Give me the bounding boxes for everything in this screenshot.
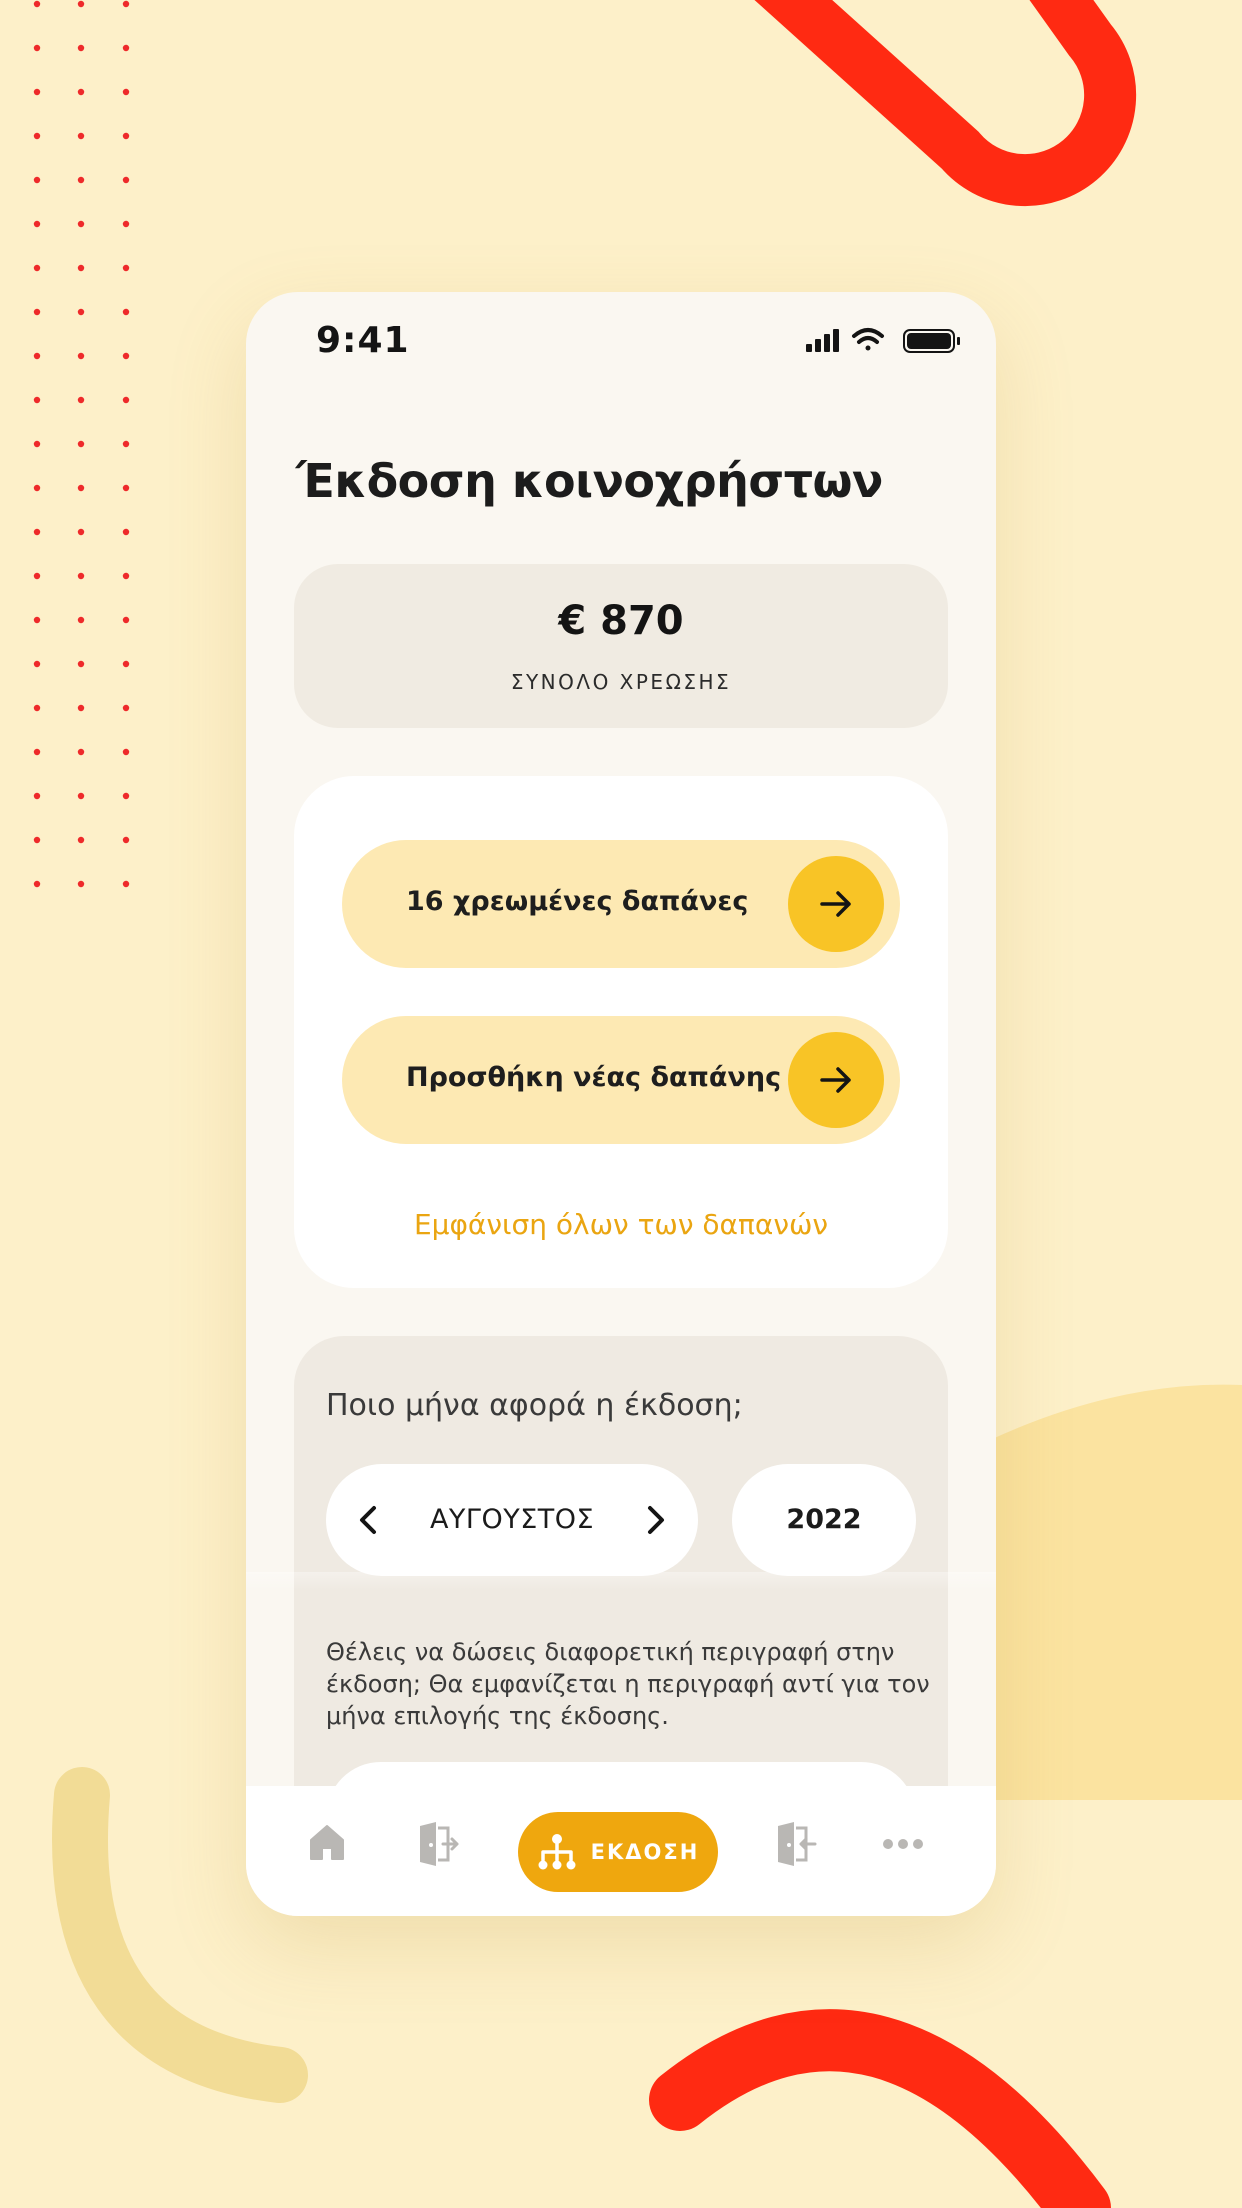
charged-expenses-label: 16 χρεωμένες δαπάνες (406, 886, 749, 917)
add-expense-label: Προσθήκη νέας δαπάνης (406, 1062, 782, 1093)
home-icon[interactable] (308, 1822, 346, 1862)
page-title: Έκδοση κοινοχρήστων (296, 454, 883, 508)
wifi-icon (854, 330, 882, 351)
arrow-right-icon (817, 1061, 855, 1099)
add-expense-button[interactable] (342, 1016, 900, 1144)
add-expense-arrow-button[interactable] (788, 1032, 884, 1128)
status-bar (246, 292, 996, 392)
month-question: Ποιο μήνα αφορά η έκδοση; (326, 1388, 743, 1423)
year-value: 2022 (786, 1504, 862, 1535)
hierarchy-icon (537, 1832, 577, 1872)
yellow-blob-decoration (990, 1385, 1242, 1800)
scroll-fade (246, 1572, 996, 1590)
status-icons (806, 326, 966, 356)
charged-expenses-arrow-button[interactable] (788, 856, 884, 952)
phone-screen (246, 292, 996, 1916)
red-arc-decoration (680, 2040, 1080, 2208)
red-loop-decoration (760, 0, 1110, 180)
description-help-text: Θέλεις να δώσεις διαφορετική περιγραφή στην έκδοση; Θα εμφανίζεται η περιγραφή αντί για τον μήνα επιλογής της έκδοσης. (326, 1638, 930, 1730)
total-label: ΣΥΝΟΛΟ ΧΡΕΩΣΗΣ (510, 670, 732, 694)
enter-door-icon[interactable] (416, 1820, 460, 1868)
view-all-expenses-link[interactable]: Εμφάνιση όλων των δαπανών (413, 1208, 829, 1241)
total-card (294, 564, 948, 728)
charged-expenses-button[interactable] (342, 840, 900, 968)
total-amount: € 870 (558, 598, 684, 644)
chevron-right-icon[interactable] (636, 1500, 676, 1540)
tab-bar (246, 1786, 996, 1916)
actions-card (294, 776, 948, 1288)
signal-icon (806, 329, 839, 352)
tab-issue-label: ΕΚΔΟΣΗ (590, 1840, 700, 1864)
month-value: ΑΥΓΟΥΣΤΟΣ (429, 1504, 595, 1535)
status-time: 9:41 (316, 320, 410, 361)
arrow-right-icon (817, 885, 855, 923)
exit-door-icon[interactable] (774, 1820, 818, 1868)
month-selector (326, 1464, 698, 1576)
tab-issue[interactable] (518, 1812, 718, 1892)
battery-icon (904, 330, 960, 352)
year-selector[interactable] (732, 1464, 916, 1576)
more-icon[interactable] (882, 1838, 924, 1850)
dot-grid-decoration (34, 1, 129, 887)
